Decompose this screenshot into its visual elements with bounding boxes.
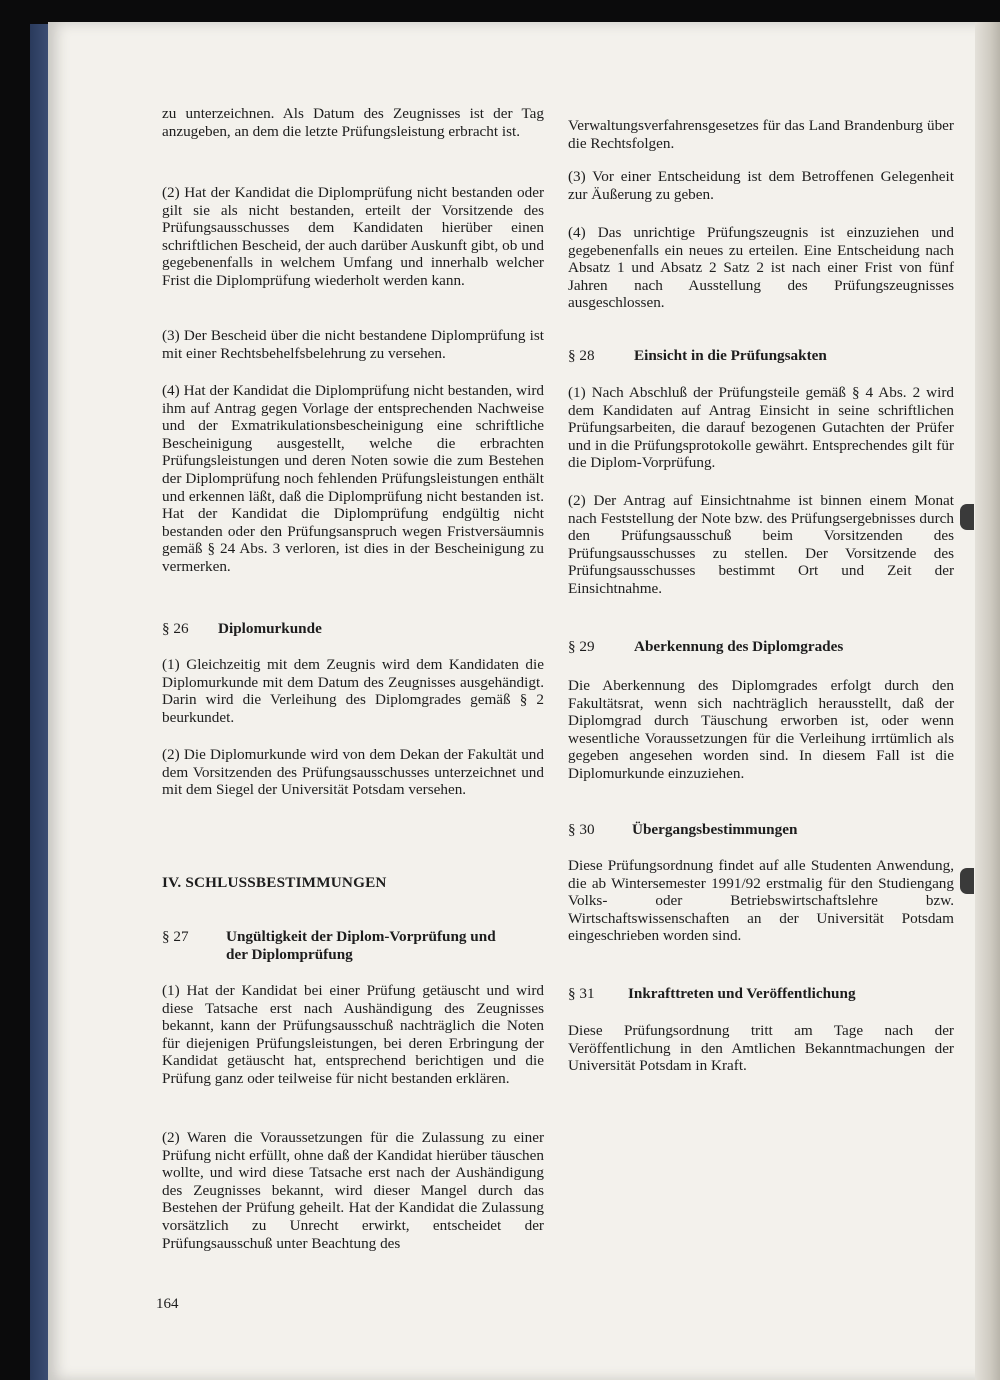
section-number: § 31: [568, 985, 595, 1002]
left-column-block: [162, 656, 544, 726]
left-column-block: [162, 746, 544, 799]
paragraph-4: (4) Hat der Kandidat die Diplomprüfung nicht bestanden, wird ihm auf Antrag gegen Vorlage der entsprechenden Nachweise und der Exmatrikulationsbescheinigung eine schriftliche Bescheinigung ausgestellt, welche die erbrachten Prüfungsleistungen und deren Noten sowie die zum Bestehen der Diplomprüfung noch fehlenden Prüfungsleistungen enthält und erkennen läßt, daß die Diplomprüfung nicht bestanden ist. Hat der Kandidat die Diplomprüfung endgültig nicht bestanden oder den Prüfungsanspruch wegen Fristversäumnis gemäß § 24 Abs. 3 verloren, ist dies in der Bescheinigung zu vermerken.: [162, 382, 544, 575]
left-column-block: [162, 184, 544, 290]
s29-paragraph-1: Die Aberkennung des Diplomgrades erfolgt durch den Fakultätsrat, wenn sich nachträglich herausstellt, daß der Diplomgrad durch Täuschung erworben ist, oder wenn wesentliche Voraussetzungen für die Verleihung irrtümlich als gegeben angesehen worden sind. In diesem Fall ist die Diplomurkunde einzuziehen.: [568, 677, 954, 782]
part-title: IV. SCHLUSSBESTIMMUNGEN: [162, 874, 387, 891]
section-number: § 29: [568, 638, 595, 655]
left-column-block: [162, 982, 544, 1088]
section-title: Diplomurkunde: [218, 620, 322, 637]
s28-paragraph-2: (2) Der Antrag auf Einsichtnahme ist binnen einem Monat nach Feststellung der Note bzw. des Prüfungsergebnisses durch den Prüfungsausschuß beim Vorsitzenden des Prüfungsausschusses zu stellen. Der Vorsitzende des Prüfungsausschusses bestimmt Ort und Zeit der Einsichtnahme.: [568, 492, 954, 597]
section-number: § 30: [568, 821, 595, 838]
s31-paragraph-1: Diese Prüfungsordnung tritt am Tage nach der Veröffentlichung in den Amtlichen Bekanntmachungen der Universität Potsdam in Kraft.: [568, 1022, 954, 1075]
section-number: § 27: [162, 928, 189, 945]
s30-paragraph-1: Diese Prüfungsordnung findet auf alle Studenten Anwendung, die ab Wintersemester 1991/92 erstmalig für den Studiengang Volks- oder Betriebswirtschaftslehre bzw. Wirtschaftswissenschaften an der Universität Potsdam eingeschrieben worden sind.: [568, 857, 954, 945]
page-tab-marker: [960, 504, 974, 530]
left-column: [162, 105, 544, 140]
paragraph-continued-right: Verwaltungsverfahrensgesetzes für das Land Brandenburg über die Rechtsfolgen.: [568, 117, 954, 152]
section-title: Übergangsbestimmungen: [632, 821, 798, 838]
section-heading-30: [568, 821, 954, 839]
right-column-block: [568, 857, 954, 945]
left-column-block: [162, 382, 544, 576]
s27-paragraph-2: (2) Waren die Voraussetzungen für die Zulassung zu einer Prüfung nicht erfüllt, ohne daß der Kandidat hierüber täuschen wollte, und wird diese Tatsache erst nach der Aushändigung des Zeugnisses bekannt, wird dieser Mangel durch das Bestehen der Prüfung geheilt. Hat der Kandidat die Zulassung vorsätzlich zu Unrecht erwirkt, entscheidet der Prüfungsausschuß unter Beachtung des: [162, 1129, 544, 1252]
right-column-block: [568, 677, 954, 783]
left-column-block: [162, 1129, 544, 1252]
section-heading-28: [568, 347, 954, 365]
right-column-block: [568, 1022, 954, 1075]
right-column-block: [568, 224, 954, 312]
right-column-block: [568, 168, 954, 203]
section-title: Inkrafttreten und Veröffentlichung: [628, 985, 856, 1002]
section-title: Aberkennung des Diplomgrades: [634, 638, 844, 655]
part-heading: [162, 874, 544, 892]
paragraph-3: (3) Der Bescheid über die nicht bestandene Diplomprüfung ist mit einer Rechtsbehelfsbelehrung zu versehen.: [162, 327, 544, 362]
page-tab-marker: [960, 868, 974, 894]
page-number: 164: [156, 1296, 179, 1312]
right-column-block: [568, 384, 954, 472]
s26-paragraph-1: (1) Gleichzeitig mit dem Zeugnis wird dem Kandidaten die Diplomurkunde mit dem Datum des Zeugnisses ausgehändigt. Darin wird die Verleihung des Diplomgrades gemäß § 2 beurkundet.: [162, 656, 544, 726]
section-number: § 28: [568, 347, 595, 364]
section-title-line-1: Ungültigkeit der Diplom-Vorprüfung und: [226, 928, 496, 945]
section-heading-29: [568, 638, 954, 656]
left-column-block: [162, 327, 544, 362]
paragraph-2: (2) Hat der Kandidat die Diplomprüfung nicht bestanden oder gilt sie als nicht bestanden, erteilt der Vorsitzende des Prüfungsausschusses dem Kandidaten hierüber einen schriftlichen Bescheid, der auch darüber Auskunft gibt, ob und gegebenenfalls in welchem Umfang und innerhalb welcher Frist die Diplomprüfung wiederholt werden kann.: [162, 184, 544, 289]
right-column-block: [568, 492, 954, 598]
section-title: Einsicht in die Prüfungsakten: [634, 347, 827, 364]
s26-paragraph-2: (2) Die Diplomurkunde wird von dem Dekan der Fakultät und dem Vorsitzenden des Prüfungsausschusses unterzeichnet und mit dem Siegel der Universität Potsdam versehen.: [162, 746, 544, 799]
paragraph-continued: zu unterzeichnen. Als Datum des Zeugnisses ist der Tag anzugeben, an dem die letzte Prüfungsleistung erbracht ist.: [162, 105, 544, 140]
section-heading-26: [162, 620, 544, 638]
s28-paragraph-1: (1) Nach Abschluß der Prüfungsteile gemäß § 4 Abs. 2 wird dem Kandidaten auf Antrag Einsicht in seine schriftlichen Prüfungsarbeiten, die darauf bezogenen Gutachten der Prüfer und in die Prüfungsprotokolle gewährt. Entsprechendes gilt für die Diplom-Vorprüfung.: [568, 384, 954, 472]
section-number: § 26: [162, 620, 189, 637]
s27-paragraph-1: (1) Hat der Kandidat bei einer Prüfung getäuscht und wird diese Tatsache erst nach Aushändigung des Zeugnisses bekannt, kann der Prüfungsausschuß nachträglich die Noten für diejenigen Prüfungsleistungen, bei deren Erbringung der Kandidat getäuscht hat, entsprechend berichtigen und die Prüfung ganz oder teilweise für nicht bestanden erklären.: [162, 982, 544, 1087]
section-heading-27: [162, 928, 544, 963]
page-edge: [975, 22, 1000, 1380]
paragraph-3-right: (3) Vor einer Entscheidung ist dem Betroffenen Gelegenheit zur Äußerung zu geben.: [568, 168, 954, 203]
section-title-line-2: der Diplomprüfung: [226, 945, 353, 963]
section-heading-31: [568, 985, 954, 1003]
paragraph-4-right: (4) Das unrichtige Prüfungszeugnis ist einzuziehen und gegebenenfalls ein neues zu erteilen. Eine Entscheidung nach Absatz 1 und Absatz 2 Satz 2 ist nach einer Frist von fünf Jahren nach Ausstellung des Prüfungszeugnisses ausgeschlossen.: [568, 224, 954, 312]
right-column-block: [568, 117, 954, 152]
